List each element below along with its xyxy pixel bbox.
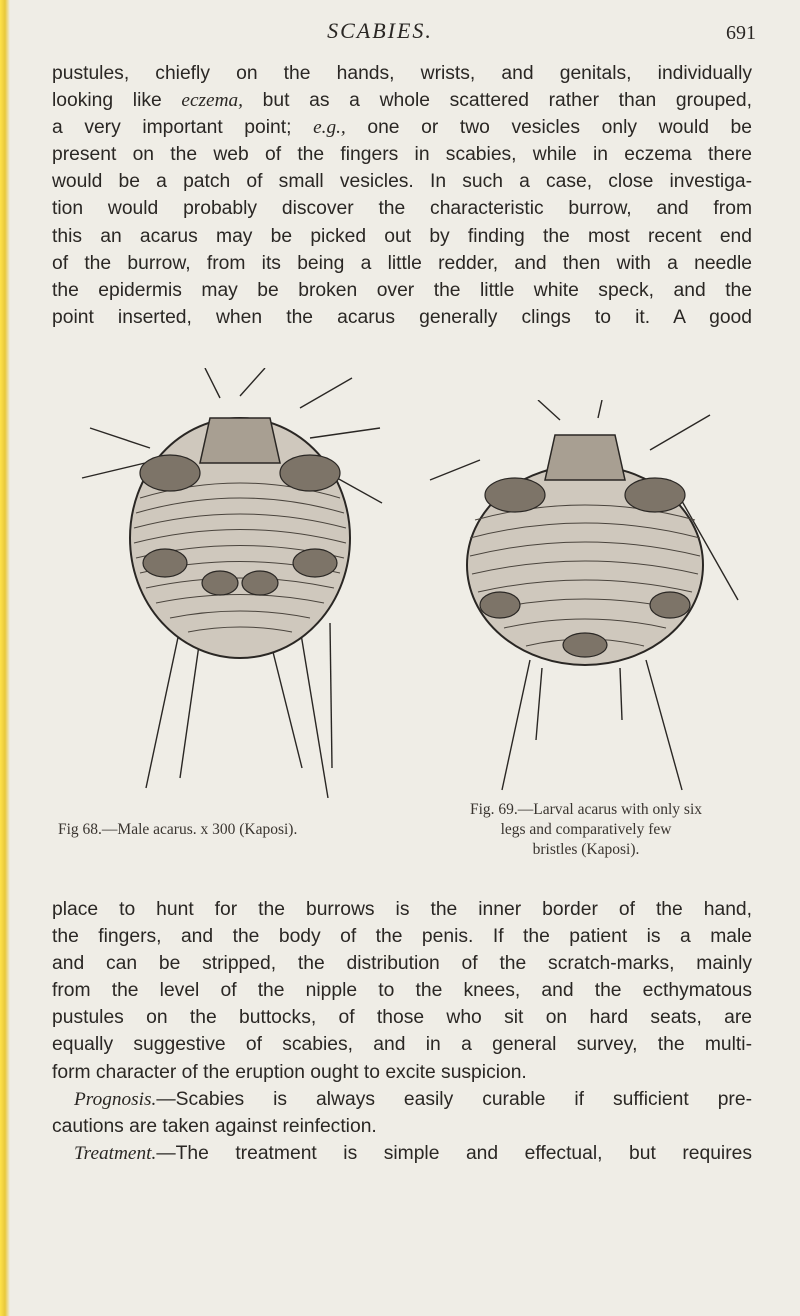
italic-term: eczema, [181,90,243,112]
text-line: looking like eczema, but as a whole scattered rather than grouped, [52,90,752,112]
text-line: pustules on the buttocks, of those who sit on hard seats, are [52,1007,752,1029]
paragraph-top [52,60,752,331]
text-line: form character of the eruption ought to excite suspicion. [52,1061,527,1083]
text-line: tion would probably discover the characteristic burrow, and from [52,198,752,220]
caption-line: Fig. 69.—Larval acarus with only six [469,801,703,818]
figure-69-caption [430,800,742,860]
text-line: cautions are taken against reinfection. [52,1115,377,1137]
caption-line: bristles (Kaposi). [532,841,640,858]
male-acarus-illustration [70,368,390,798]
text-line: from the level of the nipple to the knees, and the ecthymatous [52,980,752,1002]
prognosis-line: Prognosis.—Scabies is always easily curable if sufficient pre- [74,1088,752,1110]
text-line: a very important point; e.g., one or two vesicles only would be [52,117,752,139]
running-head: SCABIES. [327,18,433,43]
caption-line: legs and comparatively few [500,821,672,838]
treatment-line: Treatment.—The treatment is simple and effectual, but requires [74,1142,752,1164]
text-line: would be a patch of small vesicles. In such a case, close investiga- [52,171,752,193]
text-line: point inserted, when the acarus generally clings to it. A good [52,306,752,328]
text-line: and can be stripped, the distribution of the scratch-marks, mainly [52,953,752,975]
text-line: the epidermis may be broken over the little white speck, and the [52,279,752,301]
page-header [0,18,800,52]
prognosis-heading: Prognosis. [74,1088,157,1110]
text-line: of the burrow, from its being a little redder, and then with a needle [52,252,752,274]
treatment-heading: Treatment. [74,1142,157,1164]
text-line: equally suggestive of scabies, and in a general survey, the multi- [52,1034,752,1056]
page-edge-decoration [0,0,10,1316]
paragraph-bottom [52,896,752,1167]
page-number: 691 [726,22,756,44]
figure-68-caption: Fig 68.—Male acarus. x 300 (Kaposi). [58,821,298,838]
larval-acarus-illustration [420,400,740,800]
text-line: present on the web of the fingers in scabies, while in eczema there [52,144,752,166]
text-line: pustules, chiefly on the hands, wrists, and genitals, individually [52,63,752,84]
text-line: this an acarus may be picked out by finding the most recent end [52,225,752,247]
text-line: the fingers, and the body of the penis. If the patient is a male [52,926,752,948]
text-line: place to hunt for the burrows is the inner border of the hand, [52,899,752,920]
italic-term: e.g., [313,117,346,139]
